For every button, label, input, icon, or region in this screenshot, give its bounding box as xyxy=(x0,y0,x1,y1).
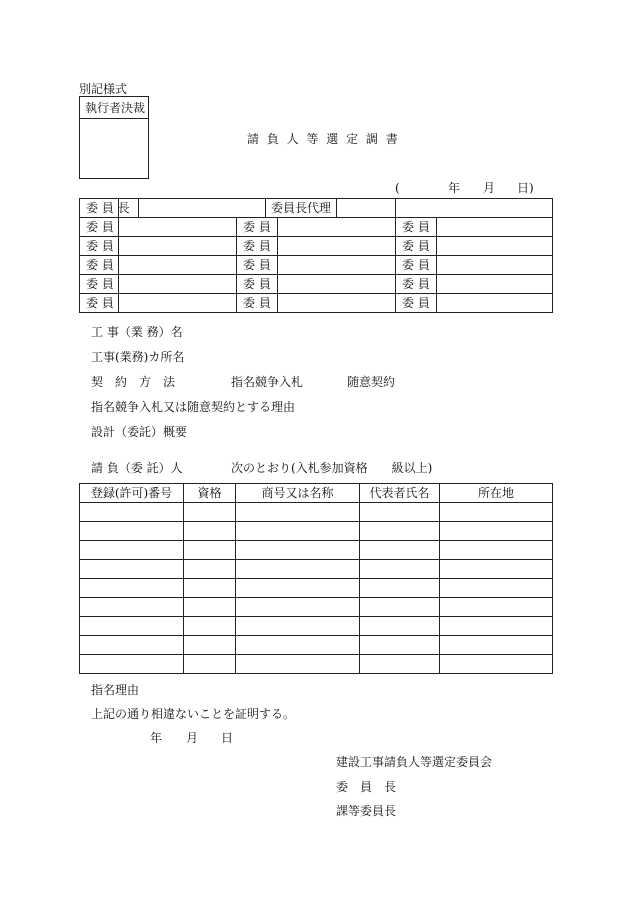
table-cell[interactable] xyxy=(184,579,236,598)
chair-label: 委 員 長 xyxy=(86,201,130,215)
table-row xyxy=(80,598,553,617)
work-name-label: 工 事（業 務）名 xyxy=(91,325,183,339)
table-cell[interactable] xyxy=(440,617,553,636)
member-label: 委 員 xyxy=(396,275,437,294)
cert-year-label: 年 xyxy=(150,731,163,745)
member-name-cell[interactable] xyxy=(278,256,396,275)
table-cell[interactable] xyxy=(80,522,184,541)
committee-member-row xyxy=(80,275,553,294)
member-label: 委 員 xyxy=(237,218,278,237)
chair-label-cell xyxy=(80,199,130,218)
cert-day-label: 日 xyxy=(221,731,234,745)
table-cell[interactable] xyxy=(236,579,360,598)
member-label: 委 員 xyxy=(80,237,119,256)
approval-box[interactable] xyxy=(79,96,149,179)
member-label: 委 員 xyxy=(237,256,278,275)
table-cell[interactable] xyxy=(440,503,553,522)
table-cell[interactable] xyxy=(236,503,360,522)
table-cell[interactable] xyxy=(80,560,184,579)
page-title: 請 負 人 等 選 定 調 書 xyxy=(247,132,400,146)
vice-chair-name-cell[interactable] xyxy=(396,199,553,218)
member-name-cell[interactable] xyxy=(437,275,553,294)
member-label: 委 員 xyxy=(237,275,278,294)
date-open-paren: ( xyxy=(395,181,400,195)
member-label: 委 員 xyxy=(237,237,278,256)
table-cell[interactable] xyxy=(80,579,184,598)
table-cell[interactable] xyxy=(80,503,184,522)
table-row xyxy=(80,617,553,636)
member-label: 委 員 xyxy=(80,294,119,313)
table-cell[interactable] xyxy=(184,541,236,560)
table-cell[interactable] xyxy=(440,598,553,617)
member-name-cell[interactable] xyxy=(119,294,237,313)
table-cell[interactable] xyxy=(80,598,184,617)
table-cell[interactable] xyxy=(360,560,440,579)
table-cell[interactable] xyxy=(236,522,360,541)
member-name-cell[interactable] xyxy=(278,218,396,237)
table-cell[interactable] xyxy=(360,617,440,636)
member-label: 委 員 xyxy=(396,294,437,313)
member-name-cell[interactable] xyxy=(119,218,237,237)
table-cell[interactable] xyxy=(440,579,553,598)
table-cell[interactable] xyxy=(184,617,236,636)
approval-box-label: 執行者決裁 xyxy=(85,101,146,115)
table-cell[interactable] xyxy=(184,522,236,541)
table-row xyxy=(80,503,553,522)
contractor-note: 次のとおり(入札参加資格 級以上) xyxy=(231,461,433,475)
table-cell[interactable] xyxy=(360,636,440,655)
contract-method-label: 契 約 方 法 xyxy=(91,375,176,389)
committee-name: 建設工事請負人等選定委員会 xyxy=(336,755,493,769)
contract-option-nominated[interactable]: 指名競争入札 xyxy=(231,375,304,389)
member-name-cell[interactable] xyxy=(119,275,237,294)
design-outline-label: 設計（委託）概要 xyxy=(91,425,188,439)
table-row xyxy=(80,522,553,541)
chair-name-cell[interactable] xyxy=(119,199,396,218)
column-header-address: 所在地 xyxy=(440,484,553,503)
committee-table xyxy=(79,198,553,313)
column-header-registration: 登録(許可)番号 xyxy=(80,484,184,503)
member-name-cell[interactable] xyxy=(437,237,553,256)
table-cell[interactable] xyxy=(360,655,440,674)
table-cell[interactable] xyxy=(80,541,184,560)
table-cell[interactable] xyxy=(80,617,184,636)
table-cell[interactable] xyxy=(440,636,553,655)
member-label: 委 員 xyxy=(396,237,437,256)
member-name-cell[interactable] xyxy=(278,294,396,313)
contract-reason-label: 指名競争入札又は随意契約とする理由 xyxy=(91,400,296,414)
member-name-cell[interactable] xyxy=(437,256,553,275)
committee-member-row xyxy=(80,256,553,275)
table-cell[interactable] xyxy=(184,598,236,617)
member-label: 委 員 xyxy=(80,256,119,275)
member-name-cell[interactable] xyxy=(437,294,553,313)
member-name-cell[interactable] xyxy=(278,237,396,256)
table-cell[interactable] xyxy=(360,503,440,522)
committee-chair-row xyxy=(80,199,553,218)
member-name-cell[interactable] xyxy=(119,256,237,275)
table-cell[interactable] xyxy=(80,636,184,655)
contractor-label: 請 負（委 託）人 xyxy=(91,461,183,475)
table-cell[interactable] xyxy=(440,541,553,560)
vice-chair-label: 委員長代理 xyxy=(271,201,332,215)
member-label: 委 員 xyxy=(396,218,437,237)
committee-member-row xyxy=(80,237,553,256)
table-row xyxy=(80,636,553,655)
committee-member-row xyxy=(80,294,553,313)
committee-member-row xyxy=(80,218,553,237)
signature-chair: 委 員 長 xyxy=(336,780,397,794)
column-header-qualification: 資格 xyxy=(184,484,236,503)
table-cell[interactable] xyxy=(236,655,360,674)
table-cell[interactable] xyxy=(80,655,184,674)
member-name-cell[interactable] xyxy=(119,237,237,256)
member-label: 委 員 xyxy=(237,294,278,313)
certification-text: 上記の通り相違ないことを証明する。 xyxy=(91,707,296,721)
member-name-cell[interactable] xyxy=(437,218,553,237)
table-cell[interactable] xyxy=(236,636,360,655)
table-cell[interactable] xyxy=(360,579,440,598)
contractor-table xyxy=(79,483,553,674)
table-row xyxy=(80,560,553,579)
member-label: 委 員 xyxy=(396,256,437,275)
date-day-label: 日) xyxy=(517,181,534,195)
member-name-cell[interactable] xyxy=(278,275,396,294)
nomination-reason-label: 指名理由 xyxy=(91,683,140,697)
table-cell[interactable] xyxy=(360,541,440,560)
cert-month-label: 月 xyxy=(186,731,199,745)
table-cell[interactable] xyxy=(184,655,236,674)
table-cell[interactable] xyxy=(440,522,553,541)
member-label: 委 員 xyxy=(80,218,119,237)
column-header-company-name: 商号又は名称 xyxy=(236,484,360,503)
date-month-label: 月 xyxy=(483,181,496,195)
signature-section-member: 課等委員長 xyxy=(336,804,397,818)
table-cell[interactable] xyxy=(360,522,440,541)
table-cell[interactable] xyxy=(236,598,360,617)
table-cell[interactable] xyxy=(440,560,553,579)
table-row xyxy=(80,579,553,598)
member-label: 委 員 xyxy=(80,275,119,294)
table-row xyxy=(80,541,553,560)
contractor-table-header xyxy=(80,484,553,503)
table-cell[interactable] xyxy=(236,541,360,560)
date-year-label: 年 xyxy=(448,181,461,195)
table-cell[interactable] xyxy=(360,598,440,617)
table-cell[interactable] xyxy=(184,636,236,655)
table-cell[interactable] xyxy=(184,503,236,522)
table-cell[interactable] xyxy=(440,655,553,674)
table-row xyxy=(80,655,553,674)
table-cell[interactable] xyxy=(236,560,360,579)
column-header-representative: 代表者氏名 xyxy=(360,484,440,503)
table-cell[interactable] xyxy=(184,560,236,579)
contract-option-negotiated[interactable]: 随意契約 xyxy=(347,375,396,389)
work-location-label: 工事(業務)カ所名 xyxy=(91,350,185,364)
form-label: 別記様式 xyxy=(79,82,128,96)
table-cell[interactable] xyxy=(236,617,360,636)
